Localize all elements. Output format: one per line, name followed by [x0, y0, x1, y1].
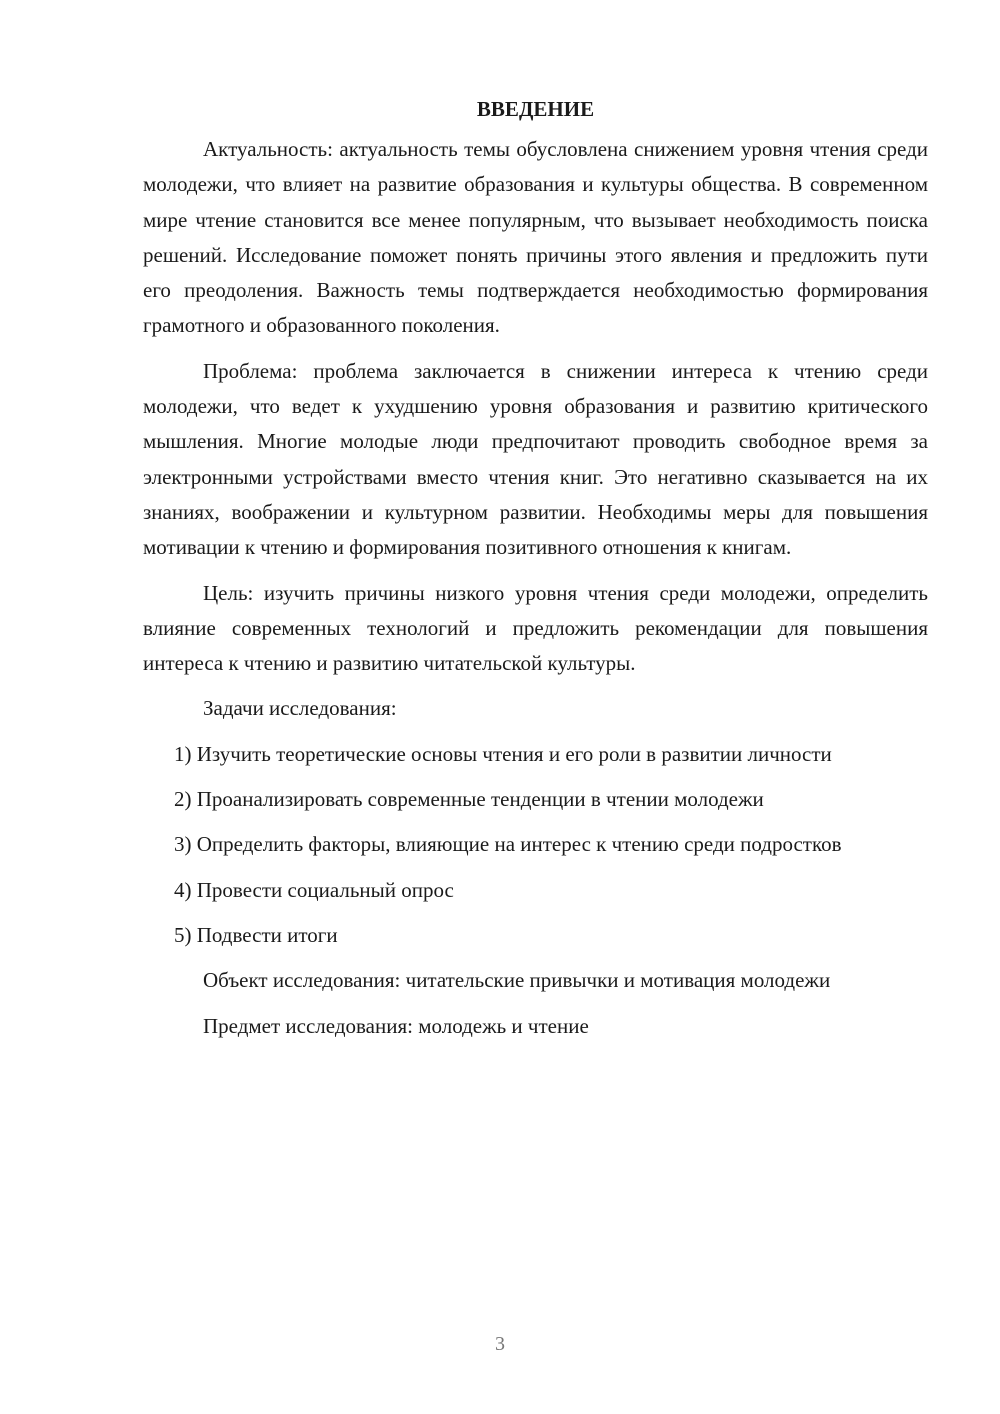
task-item-4: 4) Провести социальный опрос — [174, 877, 454, 902]
task-item-5: 5) Подвести итоги — [174, 922, 338, 947]
document-page — [143, 92, 928, 1054]
task-item-1: 1) Изучить теоретические основы чтения и его роли в развитии личности — [174, 741, 832, 766]
goal-paragraph: Цель: изучить причины низкого уровня чтения среди молодежи, определить влияние современных технологий и предложить рекомендации для повышения интереса к чтению и развитию читательской культуры. — [143, 580, 928, 676]
tasks-heading: Задачи исследования: — [203, 696, 397, 721]
object-paragraph: Объект исследования: читательские привычки и мотивация молодежи — [203, 968, 831, 993]
problem-paragraph: Проблема: проблема заключается в снижении интереса к чтению среди молодежи, что ведет к ухудшению уровня образования и развитию критического мышления. Многие молодые люди предпочитают проводить свободное время за электронными устройствами вместо чтения книг. Это негативно сказывается на их знаниях, воображении и культурном развитии. Необходимы меры для повышения мотивации к чтению и формирования позитивного отношения к книгам. — [143, 358, 928, 560]
task-item-2: 2) Проанализировать современные тенденции в чтении молодежи — [174, 787, 764, 812]
subject-paragraph: Предмет исследования: молодежь и чтение — [203, 1013, 589, 1038]
document-title: ВВЕДЕНИЕ — [476, 97, 595, 121]
task-item-3: 3) Определить факторы, влияющие на интерес к чтению среди подростков — [174, 832, 842, 857]
relevance-paragraph: Актуальность: актуальность темы обусловлена снижением уровня чтения среди молодежи, что влияет на развитие образования и культуры общества. В современном мире чтение становится все менее популярным, что вызывает необходимость поиска решений. Исследование поможет понять причины этого явления и предложить пути его преодоления. Важность темы подтверждается необходимостью формирования грамотного и образованного поколения. — [143, 137, 928, 338]
page-number: 3 — [495, 1333, 505, 1355]
